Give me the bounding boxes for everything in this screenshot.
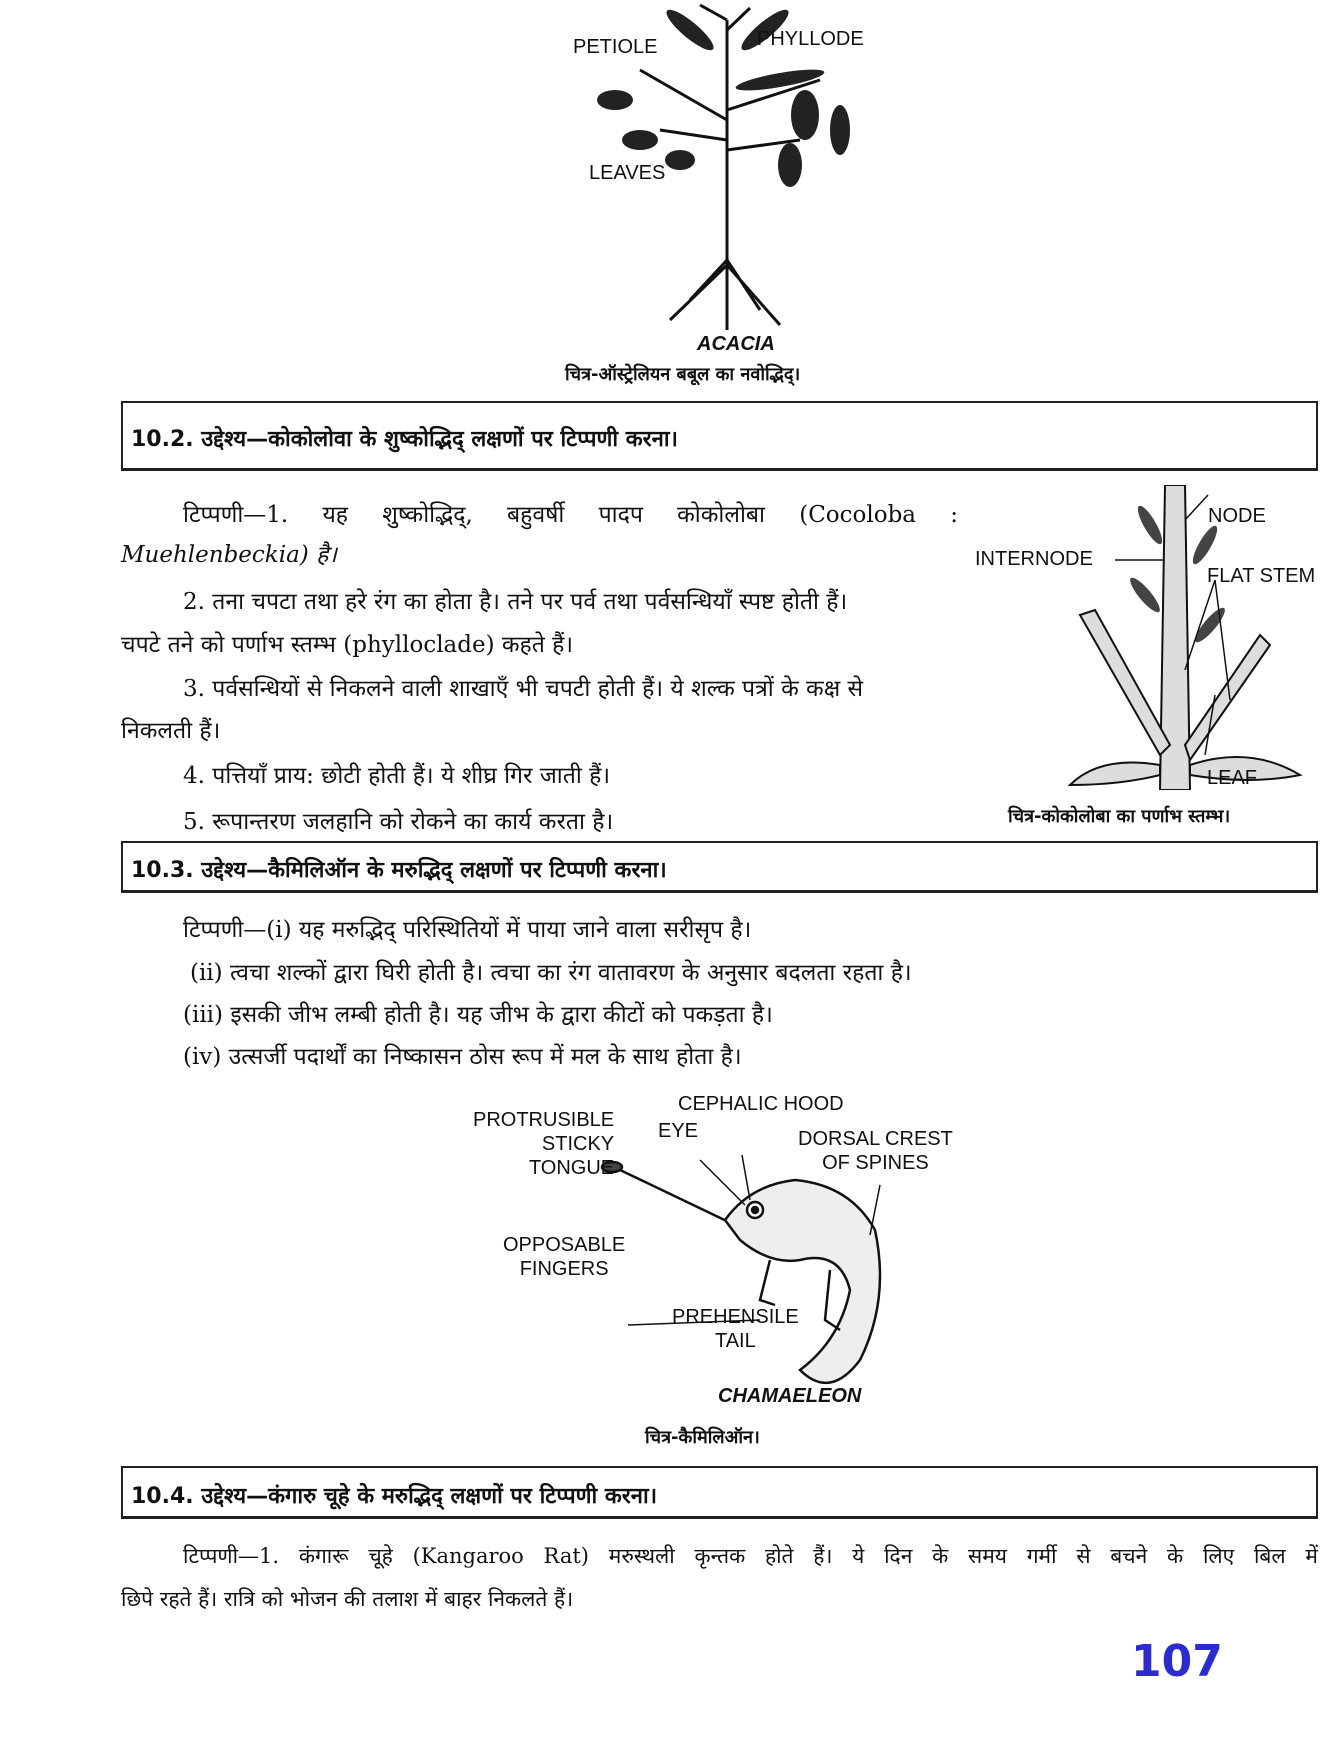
section-heading-10-3: 10.3. उद्देश्य—कैमिलिऑन के मरुद्भिद् लक्षणों पर टिप्पणी करना। <box>131 858 667 883</box>
label-petiole: PETIOLE <box>573 36 658 58</box>
label-opposable-fingers: OPPOSABLE FINGERS <box>503 1234 626 1280</box>
paragraph-line: छिपे रहते हैं। रात्रि को भोजन की तलाश में बाहर निकलते हैं। <box>121 1587 574 1611</box>
figure-name-chameleon: CHAMAELEON <box>718 1385 862 1407</box>
section-heading-box-10-3 <box>121 841 1318 893</box>
paragraph-line: चपटे तने को पर्णाभ स्तम्भ (phylloclade) कहते हैं। <box>121 632 574 658</box>
label-leaves: LEAVES <box>589 162 666 184</box>
paragraph-line: Muehlenbeckia) है। <box>121 542 338 568</box>
paragraph-line: 5. रूपान्तरण जलहानि को रोकने का कार्य करता है। <box>183 809 614 835</box>
label-cephalic-hood: CEPHALIC HOOD <box>678 1093 844 1115</box>
label-protrusible-tongue: PROTRUSIBLE STICKY TONGUE <box>473 1109 615 1179</box>
section-heading-box-10-4 <box>121 1466 1318 1519</box>
section-heading-box-10-2 <box>121 401 1318 471</box>
section-heading-10-2: 10.2. उद्देश्य—कोकोलोवा के शुष्कोद्भिद् लक्षणों पर टिप्पणी करना। <box>131 427 678 452</box>
paragraph-line: 3. पर्वसन्धियों से निकलने वाली शाखाएँ भी चपटी होती हैं। ये शल्क पत्रों के कक्ष से <box>183 676 864 702</box>
label-node: NODE <box>1208 505 1266 527</box>
label-flat-stem: FLAT STEM <box>1207 565 1316 587</box>
label-eye: EYE <box>658 1120 699 1142</box>
label-prehensile-tail: PREHENSILE TAIL <box>672 1306 799 1352</box>
paragraph-line: निकलती हैं। <box>121 718 221 744</box>
paragraph-line: (ii) त्वचा शल्कों द्वारा घिरी होती है। त्वचा का रंग वातावरण के अनुसार बदलता रहता है। <box>190 960 912 986</box>
figure-caption-chameleon: चित्र-कैमिलिऑन। <box>645 1427 760 1448</box>
paragraph-line: 4. पत्तियाँ प्राय: छोटी होती हैं। ये शीघ्र गिर जाती हैं। <box>183 763 611 789</box>
paragraph-line: 2. तना चपटा तथा हरे रंग का होता है। तने पर पर्व तथा पर्वसन्धियाँ स्पष्ट होती हैं। <box>183 589 848 615</box>
label-dorsal-crest: DORSAL CREST OF SPINES <box>798 1128 953 1174</box>
paragraph-line: (iii) इसकी जीभ लम्बी होती है। यह जीभ के द्वारा कीटों को पकड़ता है। <box>183 1002 773 1028</box>
cocoloba-drawing <box>1060 485 1320 790</box>
figure-caption-acacia: चित्र-ऑस्ट्रेलियन बबूल का नवोद्भिद्। <box>565 364 801 385</box>
page-number: 107 <box>1131 1636 1223 1687</box>
paragraph-line: टिप्पणी—(i) यह मरुद्भिद् परिस्थितियों में पाया जाने वाला सरीसृप है। <box>183 917 752 943</box>
figure-caption-cocoloba: चित्र-कोकोलोबा का पर्णाभ स्तम्भ। <box>1008 806 1231 827</box>
paragraph-line: टिप्पणी—1. कंगारू चूहे (Kangaroo Rat) मरुस्थली कृन्तक होते हैं। ये दिन के समय गर्मी से बचने के लिए बिल में <box>183 1544 1318 1568</box>
section-heading-10-4: 10.4. उद्देश्य—कंगारु चूहे के मरुद्भिद् लक्षणों पर टिप्पणी करना। <box>131 1484 658 1509</box>
paragraph-line: टिप्पणी—1. यह शुष्कोद्भिद्, बहुवर्षी पादप कोकोलोबा (Cocoloba : <box>183 502 958 528</box>
label-phyllode: PHYLLODE <box>757 28 864 50</box>
label-internode: INTERNODE <box>975 548 1093 570</box>
label-leaf: LEAF <box>1207 767 1258 789</box>
paragraph-line: (iv) उत्सर्जी पदार्थों का निष्कासन ठोस रूप में मल के साथ होता है। <box>183 1044 742 1070</box>
figure-name-acacia: ACACIA <box>697 333 775 355</box>
